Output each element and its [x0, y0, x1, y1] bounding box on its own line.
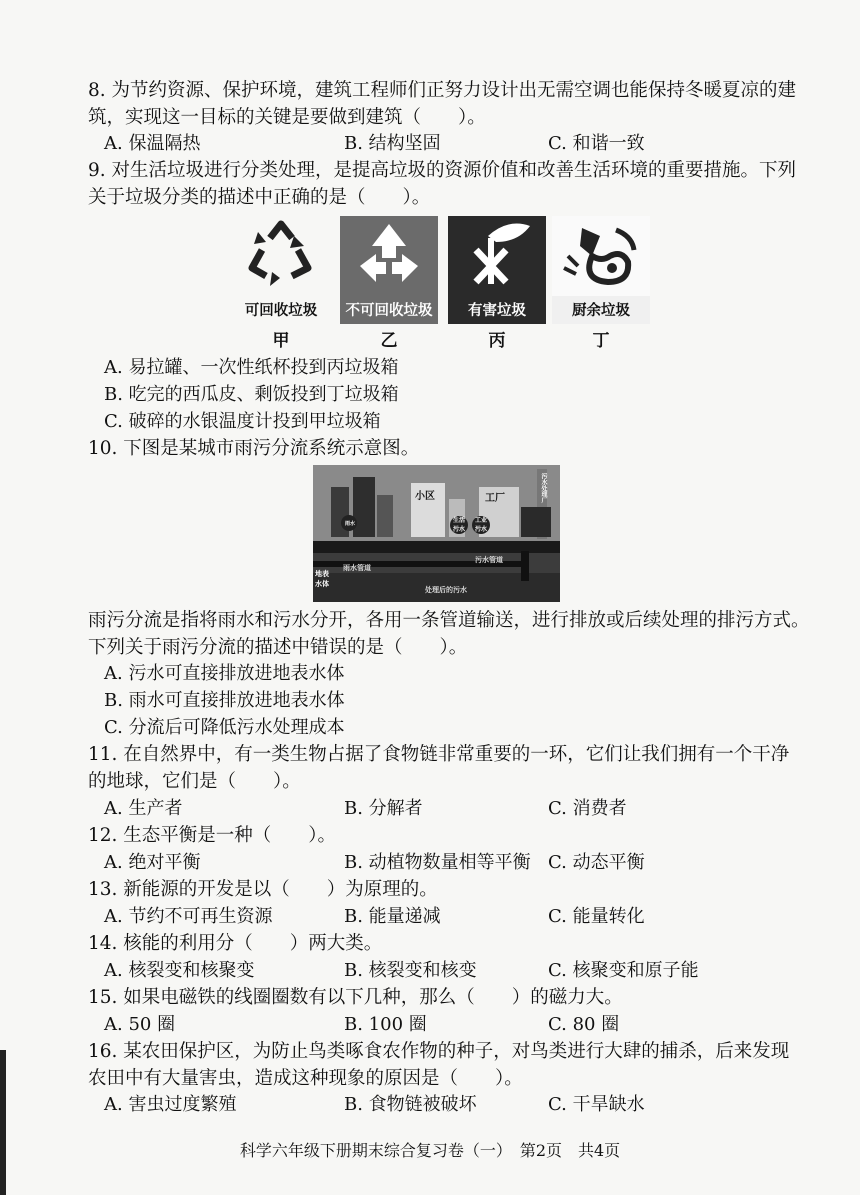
q13-stem: 13. 新能源的开发是以（ ）为原理的。 [88, 879, 438, 900]
q15-option-b: B. 100 圈 [344, 1014, 427, 1035]
q11-option-c: C. 消费者 [548, 798, 627, 819]
q9-stem-line2: 关于垃圾分类的描述中正确的是（ ）。 [88, 187, 431, 208]
q14-stem: 14. 核能的利用分（ ）两大类。 [88, 933, 383, 954]
q13-option-b: B. 能量递减 [344, 906, 441, 927]
q11-option-b: B. 分解者 [344, 798, 423, 819]
sign-label-bing: 丙 [488, 331, 506, 351]
q9-option-c: C. 破碎的水银温度计投到甲垃圾箱 [104, 411, 381, 432]
q15-stem: 15. 如果电磁铁的线圈圈数有以下几种，那么（ ）的磁力大。 [88, 987, 623, 1008]
hazardous-icon [448, 216, 546, 296]
page-footer: 科学六年级下册期末综合复习卷（一） 第2页 共4页 [239, 1141, 621, 1160]
q9-stem-line1: 9. 对生活垃圾进行分类处理，是提高垃圾的资源价值和改善生活环境的重要措施。下列 [88, 160, 797, 181]
label-treatment-plant: 污水处理厂 [540, 473, 547, 503]
q11-option-a: A. 生产者 [104, 798, 183, 819]
sign-non-recyclable-caption: 不可回收垃圾 [345, 303, 433, 319]
label-rain-pipe: 雨水管道 [343, 564, 371, 572]
sign-label-yi: 乙 [380, 331, 398, 351]
q11-stem-line2: 的地球，它们是（ ）。 [88, 771, 301, 792]
q16-stem-line2: 农田中有大量害虫，造成这种现象的原因是（ ）。 [88, 1068, 523, 1089]
q15-option-c: C. 80 圈 [548, 1014, 620, 1035]
recycle-icon [232, 216, 330, 296]
q14-option-c: C. 核聚变和原子能 [548, 960, 699, 981]
q8-option-b: B. 结构坚固 [344, 133, 441, 154]
sign-food-waste-caption: 厨余垃圾 [552, 298, 650, 324]
food-waste-icon [552, 216, 650, 296]
q13-option-a: A. 节约不可再生资源 [104, 906, 273, 927]
q8-option-c: C. 和谐一致 [548, 133, 645, 154]
q12-stem: 12. 生态平衡是一种（ ）。 [88, 825, 337, 846]
label-factory: 工厂 [485, 493, 505, 504]
label-surface-water: 地表水体 [315, 570, 329, 588]
q15-option-a: A. 50 圈 [104, 1014, 176, 1035]
label-treated-sewage: 处理后的污水 [425, 586, 467, 594]
diagram-art [313, 465, 560, 602]
q9-option-a: A. 易拉罐、一次性纸杯投到丙垃圾箱 [104, 357, 399, 378]
q9-option-b: B. 吃完的西瓜皮、剩饭投到丁垃圾箱 [104, 384, 399, 405]
label-sewage-pipe: 污水管道 [475, 556, 503, 564]
scan-edge [0, 1050, 6, 1195]
q8-option-a: A. 保温隔热 [104, 133, 201, 154]
q13-option-c: C. 能量转化 [548, 906, 645, 927]
q16-stem-line1: 16. 某农田保护区，为防止鸟类啄食农作物的种子，对鸟类进行大肆的捕杀，后来发现 [88, 1041, 790, 1062]
q8-stem-line2: 筑，实现这一目标的关键是要做到建筑（ ）。 [88, 107, 486, 128]
sign-label-ding: 丁 [592, 331, 610, 351]
q12-option-b: B. 动植物数量相等平衡 [344, 852, 531, 873]
sign-recyclable-caption: 可回收垃圾 [244, 303, 318, 319]
q10-para-line1: 雨污分流是指将雨水和污水分开，各用一条管道输送，进行排放或后续处理的排污方式。 [88, 610, 810, 631]
q14-option-a: A. 核裂变和核聚变 [104, 960, 255, 981]
label-rain: 雨水 [345, 521, 356, 527]
q10-stem: 10. 下图是某城市雨污分流系统示意图。 [88, 438, 420, 459]
sign-non-recyclable [340, 216, 438, 324]
q10-option-a: A. 污水可直接排放进地表水体 [104, 663, 345, 684]
non-recyclable-icon [340, 216, 438, 296]
q10-option-b: B. 雨水可直接排放进地表水体 [104, 690, 345, 711]
sign-hazardous-caption: 有害垃圾 [468, 303, 526, 319]
q11-stem-line1: 11. 在自然界中，有一类生物占据了食物链非常重要的一环，它们让我们拥有一个干净 [88, 744, 790, 765]
q12-option-c: C. 动态平衡 [548, 852, 645, 873]
label-community: 小区 [415, 491, 435, 502]
sign-label-jia: 甲 [272, 331, 290, 351]
q10-option-c: C. 分流后可降低污水处理成本 [104, 717, 345, 738]
q14-option-b: B. 核裂变和核变 [344, 960, 477, 981]
label-industrial-sewage: 工业污水 [475, 517, 488, 533]
q10-para-line2: 下列关于雨污分流的描述中错误的是（ ）。 [88, 637, 468, 658]
q12-option-a: A. 绝对平衡 [104, 852, 201, 873]
q8-stem-line1: 8. 为节约资源、保护环境，建筑工程师们正努力设计出无需空调也能保持冬暖夏凉的建 [88, 80, 797, 101]
q16-option-a: A. 害虫过度繁殖 [104, 1094, 237, 1115]
label-domestic-sewage: 生活污水 [453, 517, 466, 533]
sign-recyclable [232, 216, 330, 324]
q16-option-b: B. 食物链被破坏 [344, 1094, 477, 1115]
sign-hazardous [448, 216, 546, 324]
sign-food-waste [552, 216, 650, 324]
rain-sewage-diagram [313, 465, 560, 602]
q16-option-c: C. 干旱缺水 [548, 1094, 645, 1115]
